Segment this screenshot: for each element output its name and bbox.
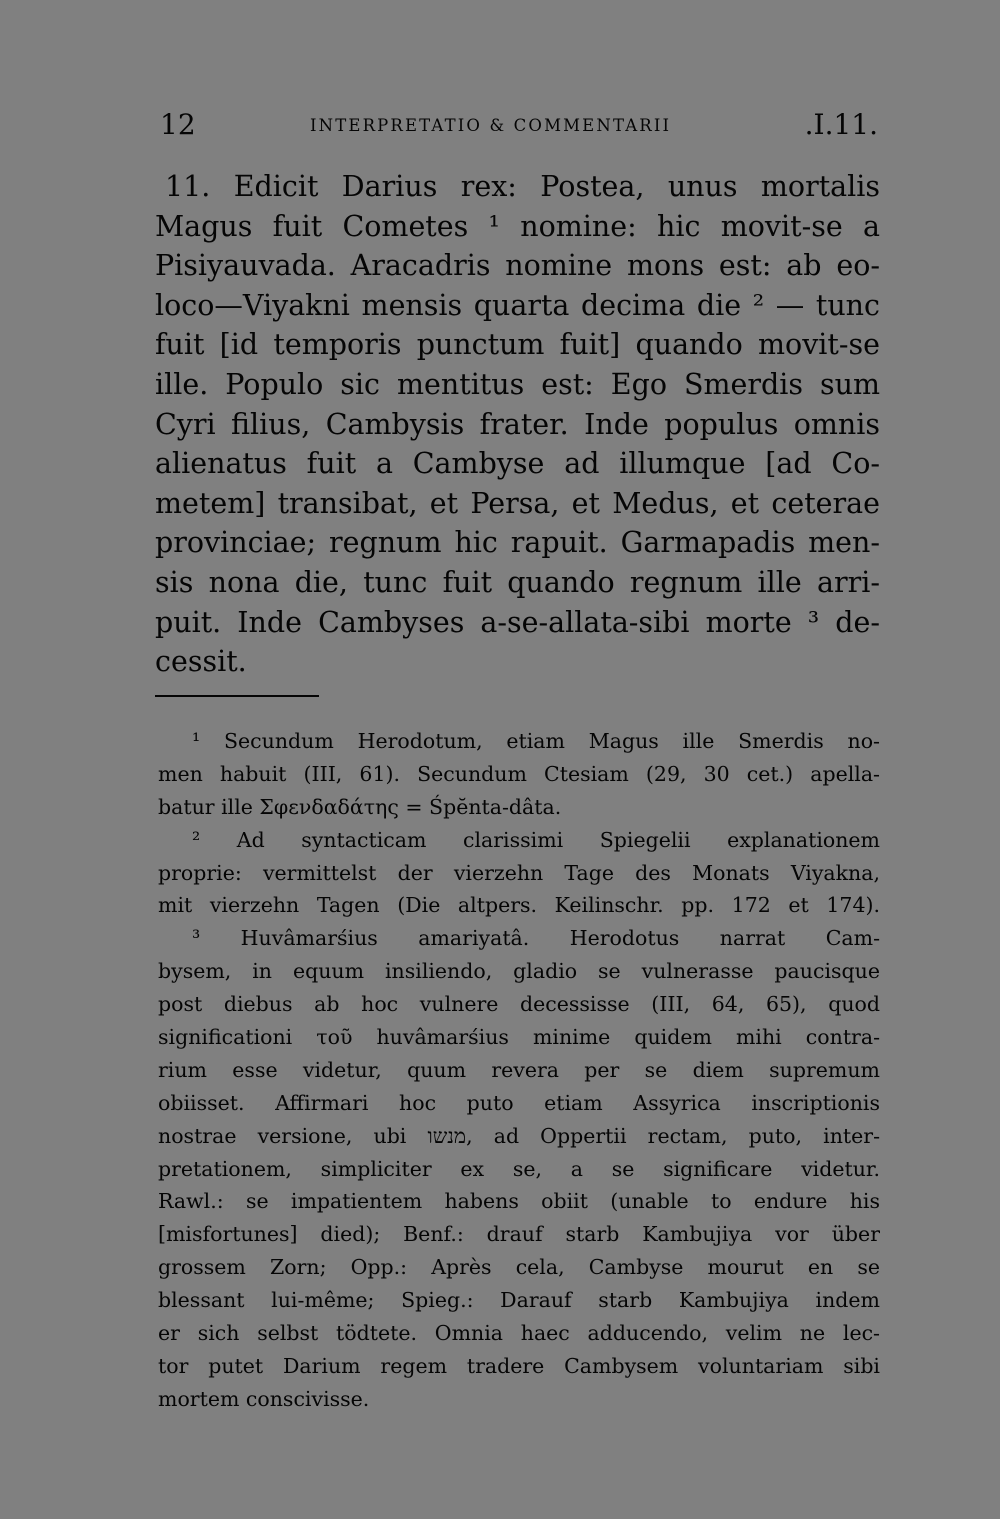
footnote-line: nostrae versione, ubi מנשו, ad Oppertii rectam, puto, inter- <box>158 1123 880 1148</box>
main-paragraph <box>155 167 880 682</box>
footnote-separator-rule <box>155 695 319 697</box>
footnote-line: rium esse videtur, quum revera per se diem supremum <box>158 1057 880 1082</box>
footnote-line: batur ille Σφενδαδάτης = Śpĕnta-dâta. <box>158 794 562 819</box>
text-line: fuit [id temporis punctum fuit] quando movit-se <box>155 328 880 362</box>
footnote-line: er sich selbst tödtete. Omnia haec adducendo, velim ne lec- <box>158 1321 880 1346</box>
text-line: loco—Viyakni mensis quarta decima die ² — tunc <box>155 288 880 322</box>
text-line: 11. Edicit Darius rex: Postea, unus mortalis <box>165 170 880 203</box>
text-line: metem] transibat, et Persa, et Medus, et ceterae <box>155 486 880 520</box>
footnote-line: post diebus ab hoc vulnere decessisse (III, 64, 65), quod <box>158 992 880 1017</box>
footnote-line: blessant lui-même; Spieg.: Darauf starb Kambujiya indem <box>158 1288 880 1313</box>
footnote-line: mortem conscivisse. <box>158 1386 370 1411</box>
text-line: Magus fuit Cometes ¹ nomine: hic movit-se a <box>155 209 880 243</box>
text-line: puit. Inde Cambyses a-se-allata-sibi morte ³ de- <box>155 605 880 639</box>
text-line: Pisiyauvada. Aracadris nomine mons est: ab eo- <box>155 249 880 283</box>
page-header <box>160 104 878 144</box>
page-number: 12 <box>160 108 196 141</box>
footnote-line: proprie: vermittelst der vierzehn Tage des Monats Viyakna, <box>158 860 880 885</box>
footnote-line: ¹ Secundum Herodotum, etiam Magus ille Smerdis no- <box>192 729 880 753</box>
footnote-line: ² Ad syntacticam clarissimi Spiegelii explanationem <box>192 827 880 852</box>
footnote-line: [misfortunes] died); Benf.: drauf starb Kambujiya vor über <box>158 1222 880 1247</box>
running-head: INTERPRETATIO & COMMENTARII <box>310 116 672 135</box>
text-line: alienatus fuit a Cambyse ad illumque [ad Co- <box>155 447 880 481</box>
footnote-line: significationi τοῦ huvâmarśius minime quidem mihi contra- <box>158 1025 880 1050</box>
text-line: sis nona die, tunc fuit quando regnum ille arri- <box>155 565 880 599</box>
text-line: ille. Populo sic mentitus est: Ego Smerdis sum <box>155 367 880 401</box>
footnote-line: mit vierzehn Tagen (Die altpers. Keilinschr. pp. 172 et 174). <box>158 893 880 918</box>
section-reference: .I.11. <box>804 108 878 141</box>
footnote-line: tor putet Darium regem tradere Cambysem voluntariam sibi <box>158 1353 880 1378</box>
text-line: cessit. <box>155 645 247 679</box>
footnotes <box>158 725 880 1416</box>
text-line: provinciae; regnum hic rapuit. Garmapadis men- <box>155 526 880 560</box>
text-line: Cyri filius, Cambysis frater. Inde populus omnis <box>155 407 880 441</box>
footnote-line: grossem Zorn; Opp.: Après cela, Cambyse mourut en se <box>158 1255 880 1280</box>
footnote-line: men habuit (III, 61). Secundum Ctesiam (29, 30 cet.) apella- <box>158 761 880 786</box>
footnote-line: pretationem, simpliciter ex se, a se significare videtur. <box>158 1156 880 1181</box>
footnote-line: Rawl.: se impatientem habens obiit (unable to endure his <box>158 1189 880 1214</box>
footnote-line: bysem, in equum insiliendo, gladio se vulnerasse paucisque <box>158 959 880 984</box>
footnote-line: ³ Huvâmarśius amariyatâ. Herodotus narrat Cam- <box>192 926 880 951</box>
footnote-line: obiisset. Affirmari hoc puto etiam Assyrica inscriptionis <box>158 1090 880 1115</box>
